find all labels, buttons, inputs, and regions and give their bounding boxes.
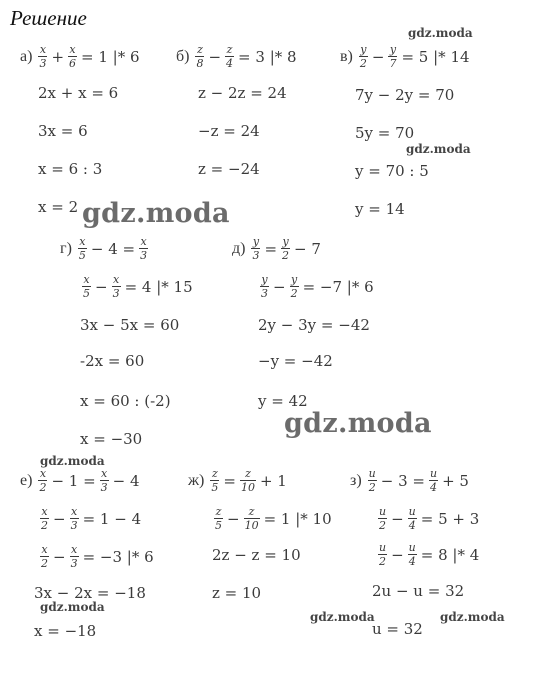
equation-zh-step: $\frac{z}{5}$ − $\frac{z}{10}$ = 1 |* 10 [215,505,332,532]
solution-line: x = 6 : 3 [38,160,103,178]
watermark: gdz.moda [82,198,230,229]
equation-e-step: $\frac{x}{2}$ − $\frac{x}{3}$ = 1 − 4 [41,505,142,532]
fraction: $\frac{u}{2}$ [368,467,376,494]
fraction: $\frac{z}{10}$ [244,505,259,532]
solution-line: y = 14 [355,200,405,218]
fraction: $\frac{x}{3}$ [39,43,47,70]
equation-g-step: $\frac{x}{5}$ − $\frac{x}{3}$ = 4 |* 15 [83,273,193,300]
equation-zh: ж) $\frac{z}{5}$ = $\frac{z}{10}$ + 1 [188,467,287,494]
solution-line: −y = −42 [258,352,333,370]
label-a: а) [20,47,33,65]
label-v: в) [340,47,353,65]
fraction: $\frac{u}{2}$ [379,541,387,568]
solution-line: y = 70 : 5 [355,162,429,180]
label-z: з) [350,471,362,489]
solution-line: 7y − 2y = 70 [355,86,455,104]
fraction: $\frac{u}{2}$ [379,505,387,532]
solution-line: 5y = 70 [355,124,415,142]
equation-d: д) $\frac{y}{3}$ = $\frac{y}{2}$ − 7 [232,235,321,262]
equation-d-step: $\frac{y}{3}$ − $\frac{y}{2}$ = −7 |* 6 [261,273,374,300]
watermark: gdz.moda [406,142,471,156]
fraction: $\frac{z}{8}$ [196,43,204,70]
equation-z-step: $\frac{u}{2}$ − $\frac{u}{4}$ = 5 + 3 [379,505,480,532]
solution-line: -2x = 60 [80,352,145,370]
watermark: gdz.moda [440,610,505,624]
fraction: $\frac{y}{3}$ [261,273,268,300]
fraction: $\frac{z}{4}$ [226,43,234,70]
fraction: $\frac{x}{2}$ [39,467,47,494]
fraction: $\frac{y}{7}$ [389,43,397,70]
fraction: $\frac{y}{3}$ [252,235,260,262]
label-d: д) [232,239,246,257]
fraction: $\frac{u}{4}$ [408,541,416,568]
label-b: б) [176,47,190,65]
watermark: gdz.moda [408,26,473,40]
solution-line: 3x − 2x = −18 [34,584,146,602]
equation-a: а) $\frac{x}{3}$ + $\frac{x}{6}$ = 1 |* 6 [20,43,140,70]
label-g: г) [60,239,72,257]
solution-line: z = 10 [212,584,262,602]
label-e: е) [20,471,33,489]
solution-line: z − 2z = 24 [198,84,287,102]
equation-e-step: $\frac{x}{2}$ − $\frac{x}{3}$ = −3 |* 6 [41,543,154,570]
fraction: $\frac{x}{2}$ [41,505,48,532]
fraction: $\frac{x}{3}$ [112,273,120,300]
solution-line: x = −30 [80,430,143,448]
solution-line: 3x − 5x = 60 [80,316,180,334]
fraction: $\frac{x}{5}$ [78,235,86,262]
fraction: $\frac{x}{3}$ [100,467,108,494]
watermark: gdz.moda [40,600,105,614]
equation-v: в) $\frac{y}{2}$ − $\frac{y}{7}$ = 5 |* 14 [340,43,470,70]
fraction: $\frac{z}{5}$ [211,467,219,494]
page-title: Решение [10,6,87,30]
solution-line: x = 2 [38,198,79,216]
fraction: $\frac{y}{2}$ [282,235,290,262]
solution-line: x = 60 : (-2) [80,392,171,410]
solution-line: y = 42 [258,392,308,410]
fraction: $\frac{z}{10}$ [240,467,255,494]
solution-line: u = 32 [372,620,423,638]
watermark: gdz.moda [310,610,375,624]
fraction: $\frac{x}{3}$ [140,235,148,262]
equation-g: г) $\frac{x}{5}$ − 4 = $\frac{x}{3}$ [60,235,148,262]
fraction: $\frac{x}{3}$ [70,543,78,570]
fraction: $\frac{x}{2}$ [41,543,48,570]
solution-line: 2z − z = 10 [212,546,301,564]
equation-e: е) $\frac{x}{2}$ − 1 = $\frac{x}{3}$ − 4 [20,467,140,494]
fraction: $\frac{y}{2}$ [359,43,367,70]
fraction: $\frac{u}{4}$ [429,467,438,494]
equation-b: б) $\frac{z}{8}$ − $\frac{z}{4}$ = 3 |* 8 [176,43,297,70]
fraction: $\frac{z}{5}$ [215,505,222,532]
fraction: $\frac{y}{2}$ [290,273,298,300]
watermark: gdz.moda [284,408,432,439]
solution-line: −z = 24 [198,122,260,140]
fraction: $\frac{x}{6}$ [69,43,77,70]
label-zh: ж) [188,471,205,489]
solution-line: z = −24 [198,160,260,178]
fraction: $\frac{x}{3}$ [70,505,78,532]
watermark: gdz.moda [40,454,105,468]
fraction: $\frac{x}{5}$ [83,273,90,300]
equation-z: з) $\frac{u}{2}$ − 3 = $\frac{u}{4}$ + 5 [350,467,469,494]
solution-line: 3x = 6 [38,122,88,140]
fraction: $\frac{u}{4}$ [408,505,416,532]
equation-z-step: $\frac{u}{2}$ − $\frac{u}{4}$ = 8 |* 4 [379,541,480,568]
solution-line: x = −18 [34,622,97,640]
solution-line: 2y − 3y = −42 [258,316,370,334]
solution-line: 2x + x = 6 [38,84,119,102]
solution-line: 2u − u = 32 [372,582,465,600]
